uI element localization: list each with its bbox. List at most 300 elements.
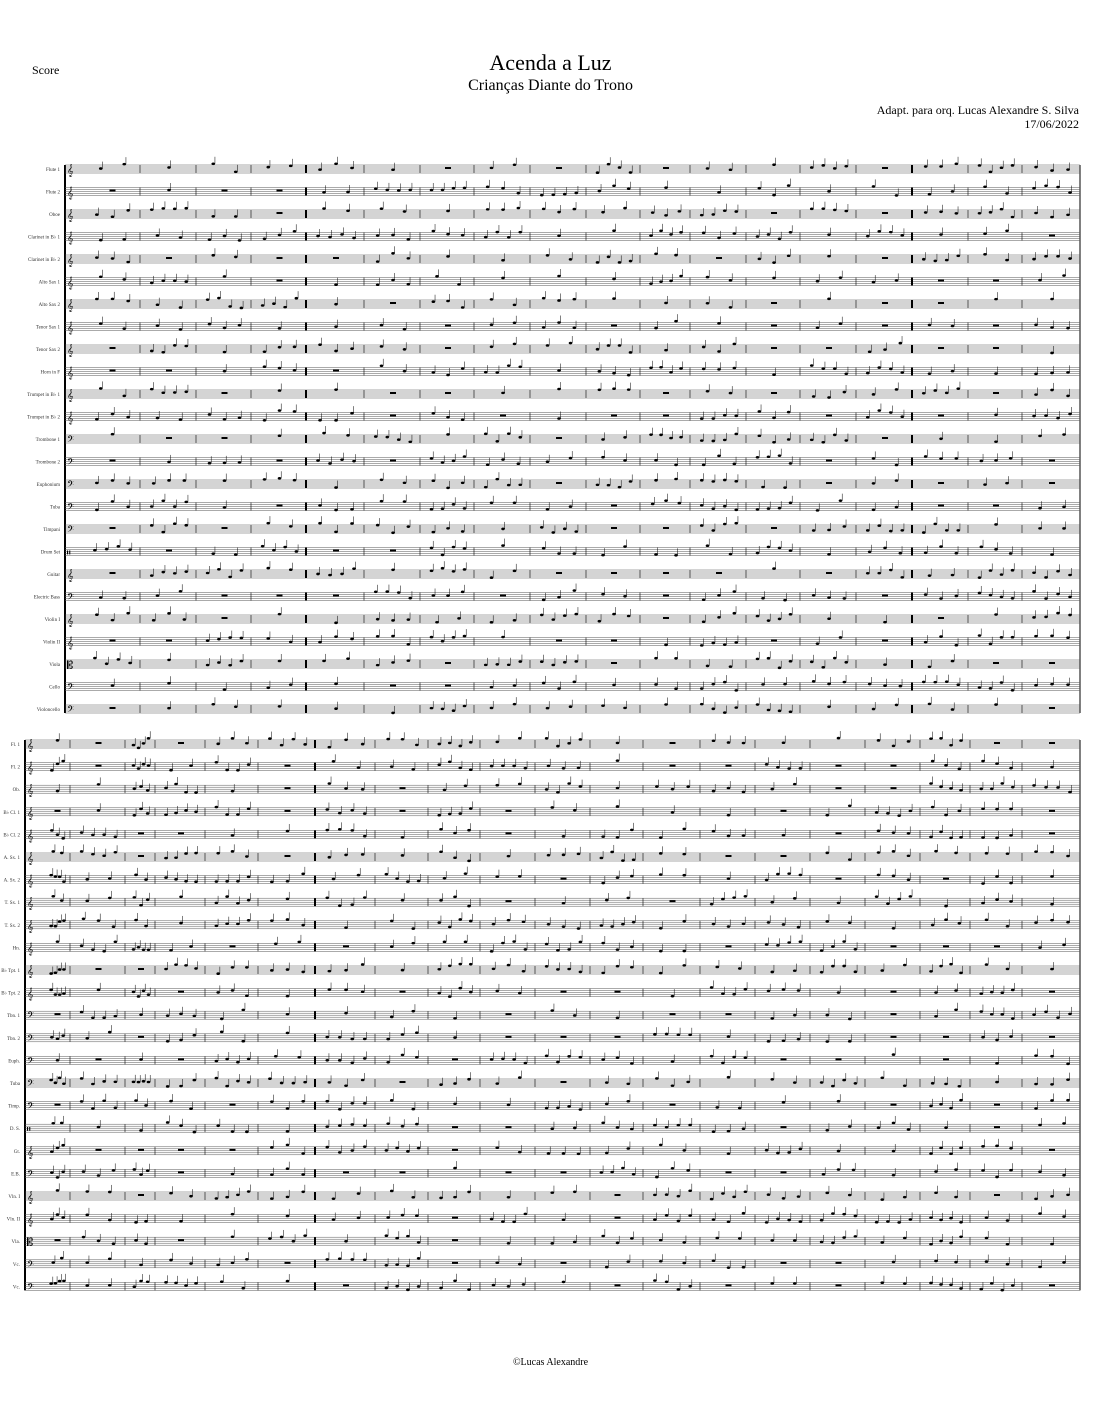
- note-head: [122, 238, 126, 241]
- note-head: [225, 769, 229, 772]
- note-head: [334, 509, 338, 512]
- note-head: [928, 666, 932, 669]
- rest-icon: [882, 640, 888, 642]
- note-head: [350, 347, 354, 350]
- instrument-label: Flute 1: [45, 168, 60, 173]
- note-head: [610, 1171, 614, 1174]
- note-head: [783, 599, 787, 602]
- note-head: [616, 965, 620, 968]
- note-head: [184, 501, 188, 504]
- note-head: [241, 1009, 245, 1012]
- note-head: [82, 1236, 86, 1239]
- note-head: [184, 390, 188, 393]
- note-head: [469, 991, 473, 994]
- note-head: [877, 874, 881, 877]
- note-head: [184, 207, 188, 210]
- note-head: [95, 509, 99, 512]
- note-head: [292, 1082, 296, 1085]
- note-head: [787, 1219, 791, 1222]
- note-head: [956, 683, 960, 686]
- note-head: [659, 873, 663, 876]
- note-head: [782, 1039, 786, 1042]
- instrument-label: Horn in F: [40, 370, 60, 376]
- note-head: [1062, 1174, 1066, 1177]
- note-head: [91, 948, 95, 951]
- note-head: [1032, 571, 1036, 574]
- instrument-label: Violin II: [42, 640, 60, 646]
- note-head: [211, 552, 215, 555]
- note-head: [518, 436, 522, 439]
- note-head: [545, 943, 549, 946]
- note-head: [238, 461, 242, 464]
- note-head: [111, 619, 115, 622]
- note-head: [54, 993, 58, 996]
- note-head: [85, 900, 89, 903]
- note-head: [1009, 457, 1013, 460]
- note-head: [391, 635, 395, 638]
- note-head: [1056, 255, 1060, 258]
- note-head: [723, 681, 727, 684]
- rest-icon: [781, 1126, 787, 1128]
- rest-icon: [994, 1194, 1000, 1196]
- instrument-label: Vln. II: [6, 1217, 20, 1223]
- note-head: [793, 783, 797, 786]
- note-head: [380, 324, 384, 327]
- note-head: [1044, 786, 1048, 789]
- note-head: [266, 686, 270, 689]
- note-head: [727, 1076, 731, 1079]
- note-head: [954, 1008, 958, 1011]
- note-head: [700, 439, 704, 442]
- note-head: [350, 829, 354, 832]
- note-head: [350, 638, 354, 641]
- note-head: [501, 1220, 505, 1223]
- staff: [14, 1138, 1080, 1159]
- note-head: [95, 256, 99, 259]
- note-head: [216, 1124, 220, 1127]
- note-head: [328, 782, 332, 785]
- note-head: [56, 1037, 60, 1040]
- note-head: [272, 302, 276, 305]
- note-head: [843, 597, 847, 600]
- note-head: [223, 688, 227, 691]
- note-head: [844, 165, 848, 168]
- note-head: [825, 852, 829, 855]
- note-head: [111, 684, 115, 687]
- note-head: [211, 162, 215, 165]
- treble-clef-icon: 𝄞: [67, 636, 74, 650]
- note-head: [1062, 527, 1066, 530]
- note-head: [827, 190, 831, 193]
- note-head: [338, 812, 342, 815]
- rest-icon: [993, 662, 999, 664]
- note-head: [1005, 192, 1009, 195]
- rest-icon: [726, 855, 732, 857]
- note-head: [58, 968, 62, 971]
- note-head: [344, 1012, 348, 1015]
- note-head: [557, 388, 561, 391]
- note-head: [833, 434, 837, 437]
- rest-icon: [222, 527, 228, 529]
- note-head: [234, 256, 238, 259]
- note-head: [928, 324, 932, 327]
- note-head: [761, 597, 765, 600]
- note-head: [56, 1147, 60, 1150]
- note-head: [240, 660, 244, 663]
- note-head: [945, 259, 949, 262]
- note-head: [91, 853, 95, 856]
- note-head: [223, 462, 227, 465]
- note-head: [702, 620, 706, 623]
- note-head: [166, 1014, 170, 1017]
- note-head: [441, 461, 445, 464]
- rest-icon: [882, 257, 888, 259]
- note-head: [563, 193, 567, 196]
- note-head: [114, 1015, 118, 1018]
- note-head: [443, 789, 447, 792]
- note-head: [551, 618, 555, 621]
- note-head: [651, 211, 655, 214]
- note-head: [164, 876, 168, 879]
- note-head: [776, 1218, 780, 1221]
- note-head: [430, 636, 434, 639]
- note-head: [225, 1085, 229, 1088]
- note-head: [1034, 393, 1038, 396]
- note-head: [949, 787, 953, 790]
- note-head: [717, 616, 721, 619]
- note-head: [231, 989, 235, 992]
- note-head: [711, 642, 715, 645]
- note-head: [231, 966, 235, 969]
- note-head: [56, 940, 60, 943]
- note-head: [134, 1221, 138, 1224]
- note-head: [461, 591, 465, 594]
- note-head: [169, 949, 173, 952]
- note-head: [812, 680, 816, 683]
- note-head: [981, 882, 985, 885]
- note-head: [132, 764, 136, 767]
- note-head: [546, 508, 550, 511]
- note-head: [1050, 635, 1054, 638]
- bass-clef-icon: 𝄢: [27, 1168, 35, 1182]
- note-head: [844, 661, 848, 664]
- note-head: [630, 966, 634, 969]
- note-head: [574, 613, 578, 616]
- note-head: [837, 1150, 841, 1153]
- rest-icon: [452, 1217, 458, 1219]
- note-head: [951, 660, 955, 663]
- note-head: [216, 991, 220, 994]
- note-head: [117, 658, 121, 661]
- staff: [36, 336, 1080, 357]
- note-head: [1062, 1122, 1066, 1125]
- note-head: [295, 297, 299, 300]
- rest-icon: [943, 878, 949, 880]
- note-head: [1066, 371, 1070, 374]
- note-head: [441, 708, 445, 711]
- staff: [46, 157, 1080, 177]
- note-head: [939, 457, 943, 460]
- rest-icon: [561, 1081, 567, 1083]
- note-head: [464, 784, 468, 787]
- note-head: [767, 709, 771, 712]
- note-head: [877, 366, 881, 369]
- note-head: [579, 971, 583, 974]
- note-head: [411, 1010, 415, 1013]
- note-head: [223, 506, 227, 509]
- rest-icon: [561, 1036, 567, 1038]
- rest-icon: [670, 765, 676, 767]
- note-head: [286, 1215, 290, 1218]
- rest-icon: [333, 257, 339, 259]
- rest-icon: [781, 855, 787, 857]
- treble-clef-icon: 𝄡: [27, 1236, 34, 1250]
- note-head: [240, 569, 244, 572]
- arranger-credit: Adapt. para orq. Lucas Alexandre S. Silva: [876, 103, 1079, 117]
- note-head: [490, 950, 494, 953]
- note-head: [1009, 1035, 1013, 1038]
- note-head: [886, 812, 890, 815]
- note-head: [407, 283, 411, 286]
- note-head: [524, 948, 528, 951]
- note-head: [193, 1131, 197, 1134]
- note-head: [458, 812, 462, 815]
- note-head: [206, 639, 210, 642]
- note-head: [742, 834, 746, 837]
- note-head: [208, 413, 212, 416]
- note-head: [700, 703, 704, 706]
- instrument-label: Vla.: [11, 1240, 20, 1246]
- note-head: [601, 554, 605, 557]
- note-head: [822, 1173, 826, 1176]
- note-head: [247, 876, 251, 879]
- note-head: [767, 657, 771, 660]
- note-head: [601, 456, 605, 459]
- note-head: [350, 1038, 354, 1041]
- note-head: [467, 860, 471, 863]
- note-head: [630, 829, 634, 832]
- note-head: [892, 1122, 896, 1125]
- rest-icon: [943, 1036, 949, 1038]
- note-head: [512, 940, 516, 943]
- note-head: [868, 550, 872, 553]
- note-head: [301, 1152, 305, 1155]
- note-head: [1034, 635, 1038, 638]
- note-head: [761, 486, 765, 489]
- note-head: [61, 1170, 65, 1173]
- note-head: [688, 1214, 692, 1217]
- bass-clef-icon: 𝄢: [27, 1078, 35, 1091]
- instrument-label: Hn.: [12, 946, 20, 952]
- note-head: [889, 231, 893, 234]
- note-head: [147, 948, 151, 951]
- note-head: [721, 992, 725, 995]
- note-head: [411, 942, 415, 945]
- note-head: [776, 944, 780, 947]
- note-head: [573, 552, 577, 555]
- note-head: [877, 409, 881, 412]
- note-head: [1066, 327, 1070, 330]
- rest-icon: [222, 190, 228, 192]
- note-head: [820, 971, 824, 974]
- note-head: [58, 1077, 62, 1080]
- bass-clef-icon: 𝄢: [27, 1100, 35, 1114]
- note-head: [924, 593, 928, 596]
- note-head: [700, 504, 704, 507]
- note-head: [469, 963, 473, 966]
- note-head: [711, 683, 715, 686]
- note-head: [682, 964, 686, 967]
- rest-icon: [1049, 235, 1055, 237]
- rest-icon: [96, 968, 102, 970]
- note-head: [542, 297, 546, 300]
- note-head: [995, 1145, 999, 1148]
- note-head: [401, 1214, 405, 1217]
- rest-icon: [343, 945, 349, 947]
- note-head: [334, 388, 338, 391]
- note-head: [827, 705, 831, 708]
- note-head: [344, 854, 348, 857]
- note-head: [1034, 1054, 1038, 1057]
- note-head: [236, 902, 240, 905]
- rest-icon: [1049, 707, 1055, 709]
- note-head: [900, 234, 904, 237]
- note-head: [322, 660, 326, 663]
- note-head: [376, 618, 380, 621]
- note-head: [669, 233, 673, 236]
- note-head: [507, 855, 511, 858]
- note-head: [756, 456, 760, 459]
- note-head: [390, 765, 394, 768]
- note-head: [922, 531, 926, 534]
- note-head: [995, 1176, 999, 1179]
- note-head: [616, 759, 620, 762]
- staff: [7, 1003, 1080, 1023]
- note-head: [767, 455, 771, 458]
- note-head: [407, 618, 411, 621]
- rest-icon: [277, 505, 283, 507]
- note-head: [951, 708, 955, 711]
- instrument-label: A. Sx. 2: [3, 878, 20, 884]
- note-head: [430, 189, 434, 192]
- note-head: [247, 899, 251, 902]
- note-head: [954, 989, 958, 992]
- treble-clef-icon: 𝄞: [67, 231, 74, 245]
- note-head: [825, 1014, 829, 1017]
- note-head: [142, 763, 146, 766]
- note-head: [799, 1220, 803, 1223]
- note-head: [945, 392, 949, 395]
- rest-icon: [333, 595, 339, 597]
- note-head: [167, 659, 171, 662]
- note-head: [907, 832, 911, 835]
- note-head: [443, 941, 447, 944]
- note-head: [929, 782, 933, 785]
- note-head: [62, 880, 66, 883]
- note-head: [981, 836, 985, 839]
- note-head: [1056, 593, 1060, 596]
- note-head: [495, 1082, 499, 1085]
- note-head: [776, 1152, 780, 1155]
- note-head: [518, 875, 522, 878]
- note-head: [616, 805, 620, 808]
- note-head: [432, 230, 436, 233]
- note-head: [270, 1197, 274, 1200]
- note-head: [301, 873, 305, 876]
- note-head: [406, 880, 410, 883]
- rest-icon: [96, 1058, 102, 1060]
- note-head: [562, 835, 566, 838]
- note-head: [490, 501, 494, 504]
- note-head: [380, 345, 384, 348]
- note-head: [231, 1213, 235, 1216]
- note-head: [80, 1100, 84, 1103]
- note-head: [958, 922, 962, 925]
- note-head: [944, 1083, 948, 1086]
- note-head: [1034, 1083, 1038, 1086]
- rest-icon: [556, 572, 562, 574]
- note-head: [756, 235, 760, 238]
- note-head: [723, 414, 727, 417]
- staff: [37, 471, 1080, 492]
- note-head: [93, 549, 97, 552]
- note-head: [134, 919, 138, 922]
- rest-icon: [891, 1036, 897, 1038]
- note-head: [955, 595, 959, 598]
- note-head: [706, 276, 710, 279]
- instrument-label: Violin I: [44, 618, 60, 623]
- instrument-label: A. Sx. 1: [3, 856, 20, 861]
- note-head: [1068, 791, 1072, 794]
- note-head: [626, 1147, 630, 1150]
- note-head: [895, 194, 899, 197]
- note-head: [812, 529, 816, 532]
- treble-clef-icon: 𝄞: [27, 897, 34, 911]
- note-head: [729, 665, 733, 668]
- note-head: [569, 258, 573, 261]
- note-head: [1044, 184, 1048, 187]
- note-head: [411, 1196, 415, 1199]
- note-head: [686, 785, 690, 788]
- note-head: [1005, 229, 1009, 232]
- note-head: [58, 993, 62, 996]
- note-head: [401, 899, 405, 902]
- note-head: [286, 1130, 290, 1133]
- note-head: [102, 833, 106, 836]
- note-head: [793, 969, 797, 972]
- note-head: [513, 619, 517, 622]
- note-head: [173, 505, 177, 508]
- note-head: [174, 812, 178, 815]
- note-head: [895, 506, 899, 509]
- rest-icon: [771, 325, 777, 327]
- note-head: [939, 831, 943, 834]
- note-head: [1000, 208, 1004, 211]
- bass-clef-icon: 𝄢: [67, 456, 75, 470]
- note-head: [463, 455, 467, 458]
- note-head: [495, 663, 499, 666]
- note-head: [732, 993, 736, 996]
- rest-icon: [994, 1104, 1000, 1106]
- note-head: [955, 457, 959, 460]
- note-head: [1066, 921, 1070, 924]
- note-head: [318, 522, 322, 525]
- note-head: [1062, 1215, 1066, 1218]
- note-head: [682, 853, 686, 856]
- note-head: [756, 703, 760, 706]
- note-head: [677, 1195, 681, 1198]
- note-head: [132, 991, 136, 994]
